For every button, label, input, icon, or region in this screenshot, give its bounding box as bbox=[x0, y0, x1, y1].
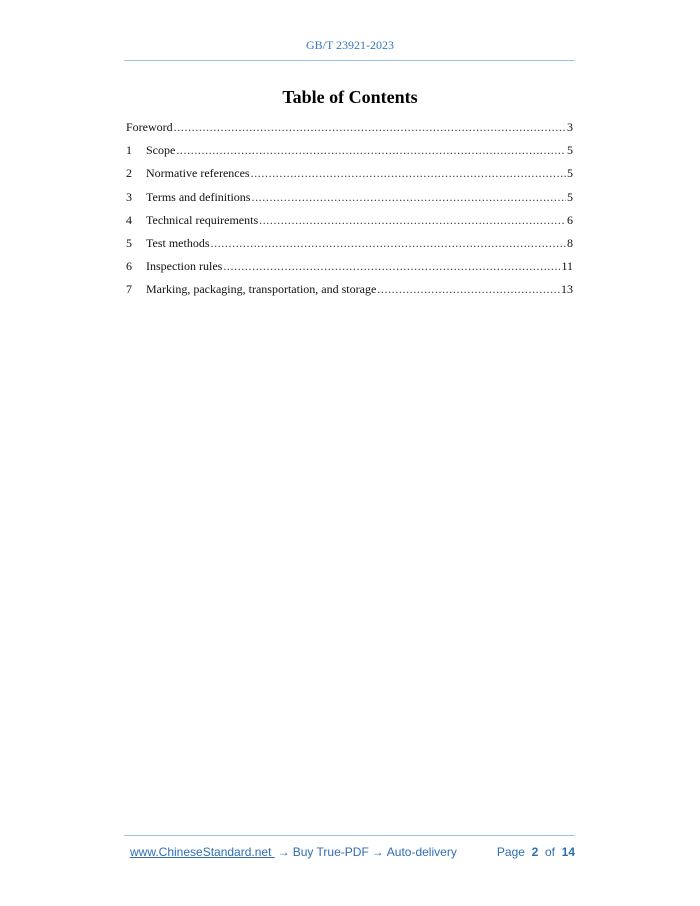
toc-dot-leader bbox=[377, 282, 560, 297]
toc-dot-leader bbox=[259, 213, 566, 228]
toc-entry-page: 5 bbox=[567, 143, 573, 158]
toc-entry-inspection-rules[interactable] bbox=[126, 259, 573, 282]
toc-entry-number: 7 bbox=[126, 282, 132, 297]
toc-entry-page: 6 bbox=[567, 212, 573, 227]
toc-entry-normative-references[interactable] bbox=[126, 166, 573, 189]
toc-title: Table of Contents bbox=[282, 87, 418, 107]
toc-entry-number: 4 bbox=[126, 212, 132, 227]
arrow-right-icon: → bbox=[371, 845, 384, 859]
toc-entry-scope[interactable] bbox=[126, 143, 573, 166]
toc-dot-leader bbox=[174, 120, 566, 135]
toc-entry-page: 13 bbox=[561, 282, 573, 297]
toc-entry-page: 5 bbox=[567, 189, 573, 204]
toc-entry-page: 11 bbox=[561, 259, 573, 274]
toc-entry-number: 2 bbox=[126, 166, 132, 181]
footer-promo bbox=[130, 845, 457, 859]
toc-entry-test-methods[interactable] bbox=[126, 236, 573, 259]
footer-divider bbox=[124, 835, 575, 836]
toc-entry-label: Scope bbox=[146, 143, 176, 158]
toc-entry-label: Marking, packaging, transportation, and storage bbox=[146, 282, 377, 297]
toc-dot-leader bbox=[223, 259, 560, 274]
toc-entry-label: Test methods bbox=[146, 235, 210, 250]
toc-dot-leader bbox=[251, 190, 566, 205]
toc-entry-number: 5 bbox=[126, 235, 132, 250]
total-pages-number: 14 bbox=[561, 845, 575, 859]
toc-entry-page: 8 bbox=[567, 235, 573, 250]
toc-entry-terms-and-definitions[interactable] bbox=[126, 190, 573, 213]
page-indicator bbox=[497, 845, 575, 859]
auto-delivery-text: Auto-delivery bbox=[386, 845, 457, 859]
toc-entry-marking-packaging[interactable] bbox=[126, 282, 573, 305]
toc-dot-leader bbox=[251, 166, 566, 181]
buy-pdf-text: Buy True-PDF bbox=[292, 845, 369, 859]
header-divider bbox=[124, 60, 575, 61]
toc-entry-label: Normative references bbox=[146, 166, 250, 181]
arrow-right-icon: → bbox=[277, 845, 290, 859]
toc-entry-label: Technical requirements bbox=[146, 212, 259, 227]
toc-dot-leader bbox=[211, 236, 567, 251]
standard-code-header: GB/T 23921-2023 bbox=[305, 38, 395, 52]
page-footer bbox=[130, 845, 575, 859]
toc-list bbox=[126, 120, 573, 306]
toc-entry-foreword[interactable] bbox=[126, 120, 573, 143]
toc-entry-number: 6 bbox=[126, 259, 132, 274]
page-word: Page bbox=[496, 845, 525, 859]
site-link[interactable]: www.ChineseStandard.net bbox=[130, 845, 275, 859]
of-word: of bbox=[544, 845, 555, 859]
toc-entry-page: 5 bbox=[567, 166, 573, 181]
toc-entry-label: Terms and definitions bbox=[146, 189, 251, 204]
toc-entry-label: Inspection rules bbox=[146, 259, 223, 274]
toc-entry-label: Foreword bbox=[126, 120, 173, 134]
toc-dot-leader bbox=[176, 143, 566, 158]
toc-entry-number: 3 bbox=[126, 189, 132, 204]
current-page-number: 2 bbox=[531, 845, 539, 859]
toc-entry-technical-requirements[interactable] bbox=[126, 213, 573, 236]
toc-entry-number: 1 bbox=[126, 143, 132, 158]
toc-entry-page: 3 bbox=[567, 120, 573, 134]
